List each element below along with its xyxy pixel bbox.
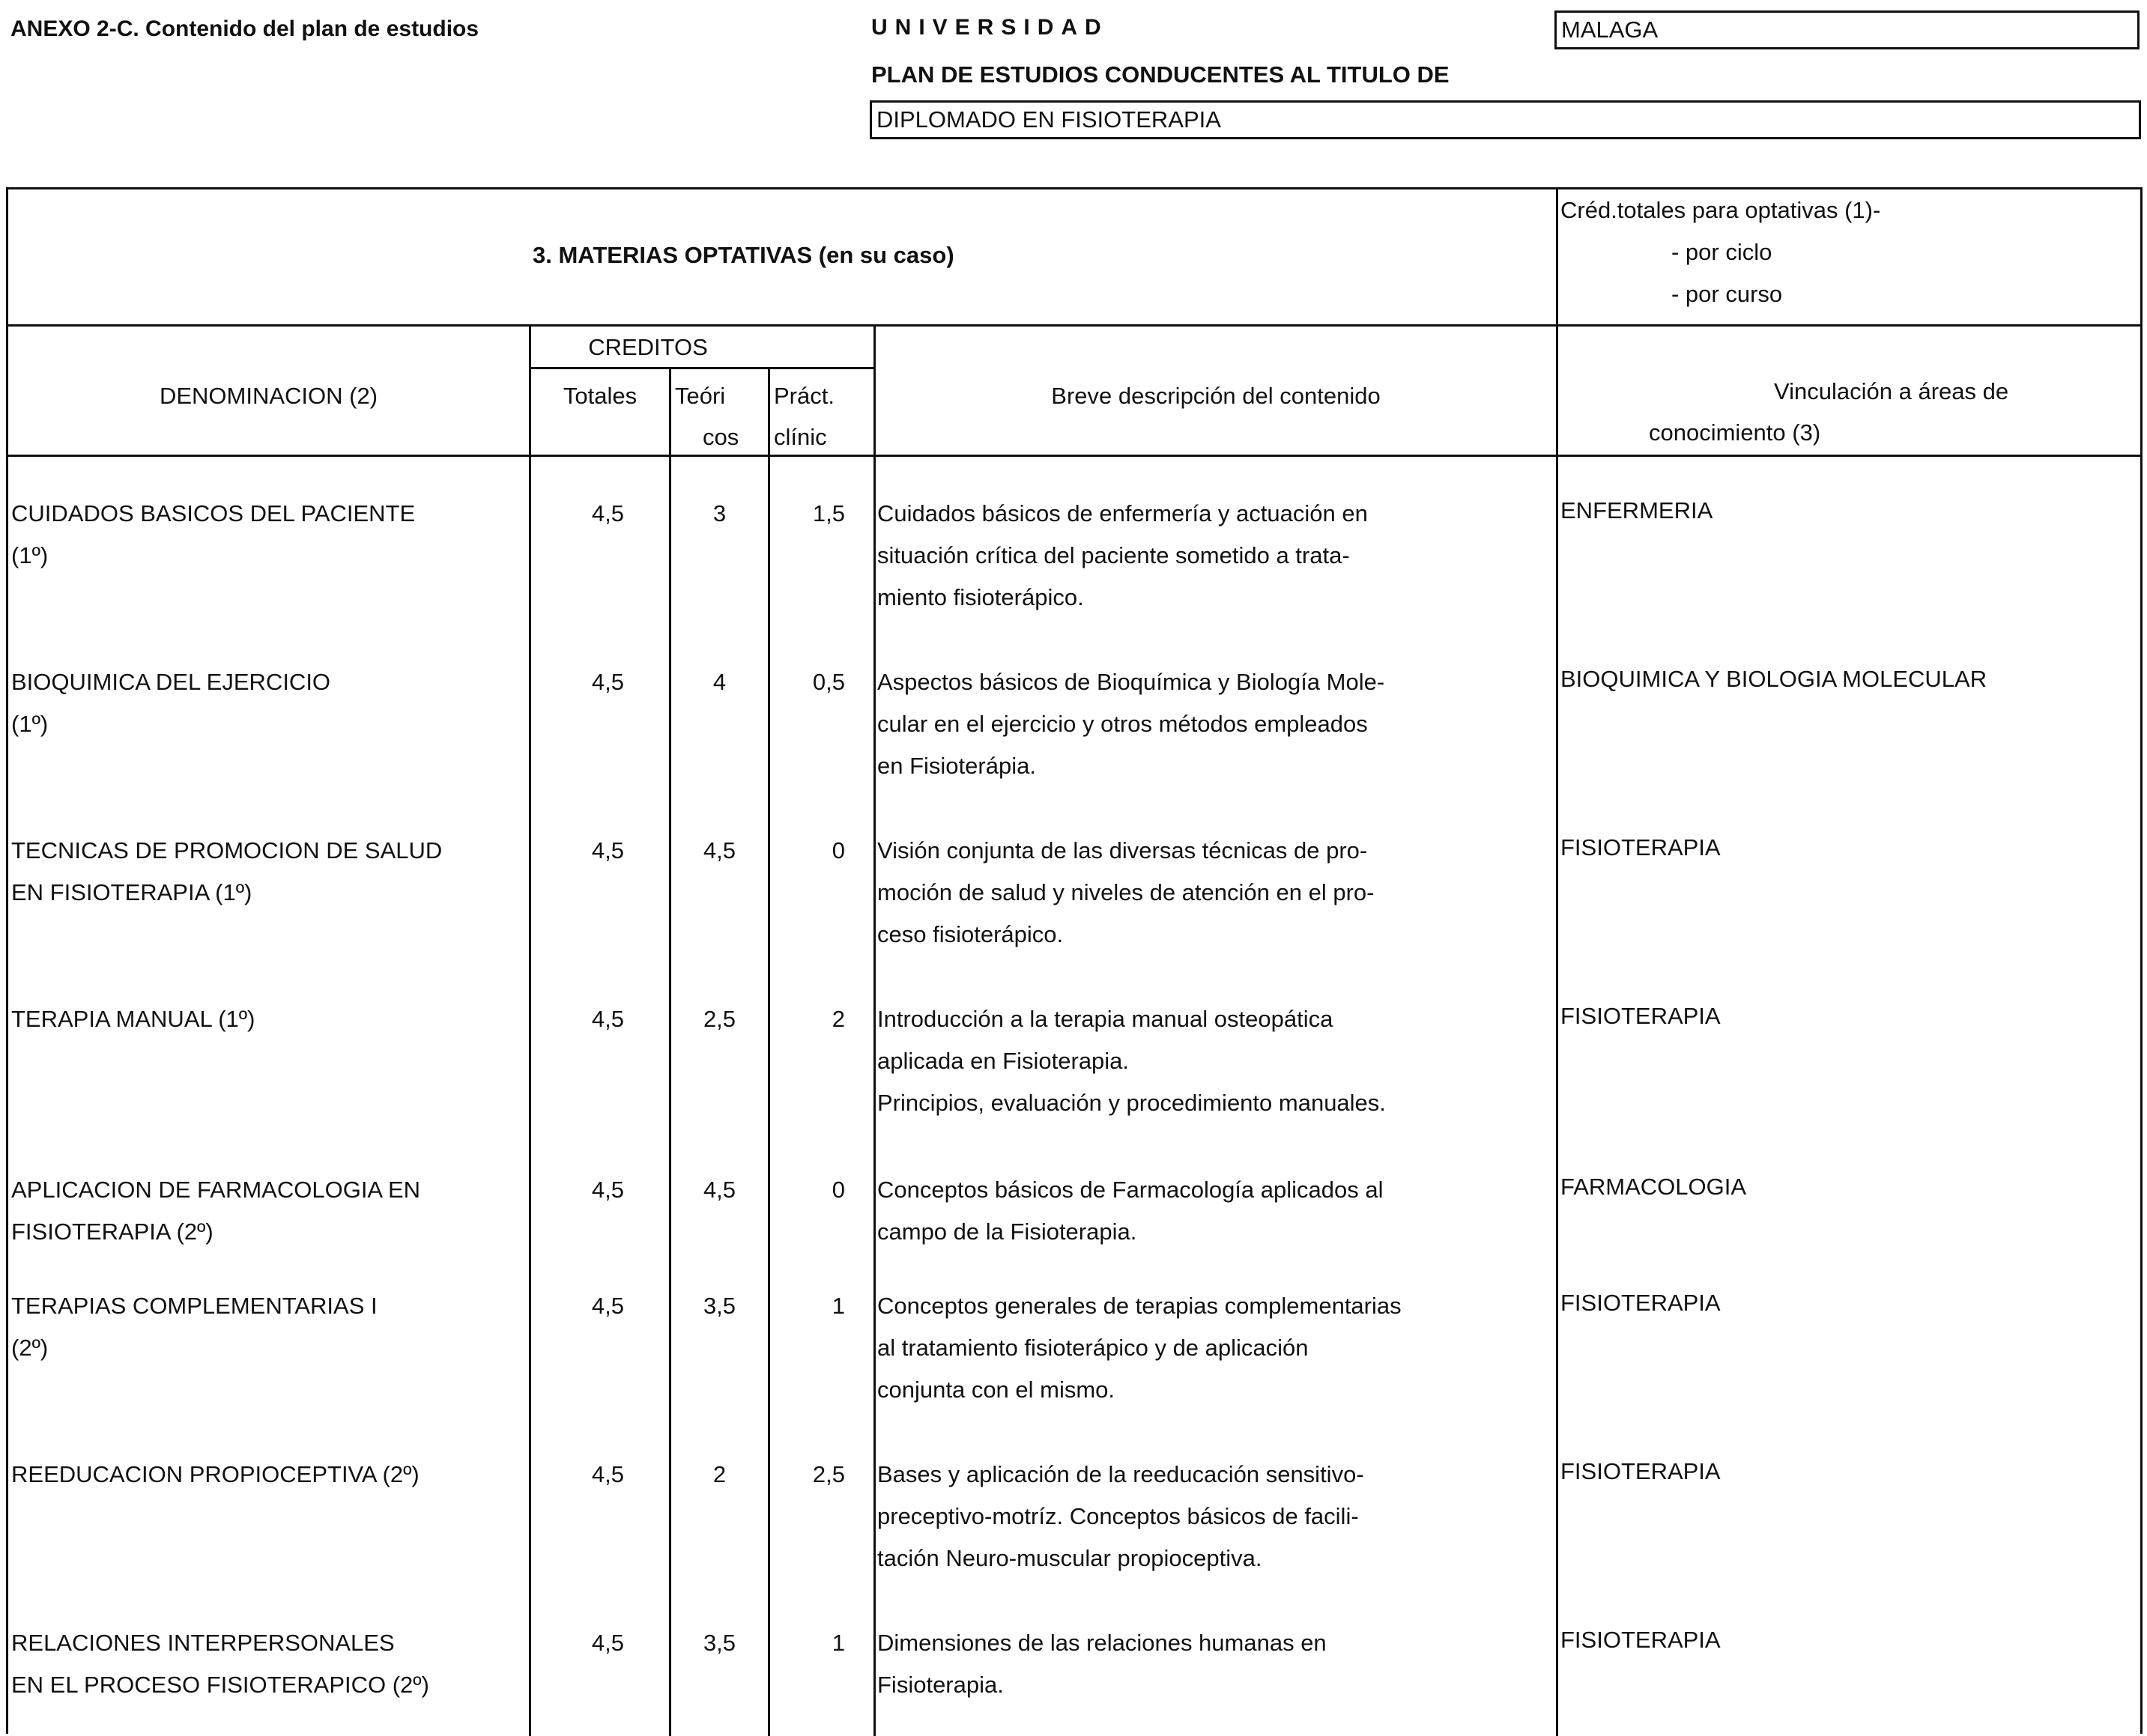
col-area-header-2: conocimiento (3) xyxy=(1649,419,1821,446)
optional-subjects-table xyxy=(6,187,2143,1734)
subject-name-line: TERAPIAS COMPLEMENTARIAS I xyxy=(11,1293,378,1319)
annex-title: ANEXO 2-C. Contenido del plan de estudios xyxy=(10,16,479,41)
subject-name-line: APLICACION DE FARMACOLOGIA EN xyxy=(11,1177,421,1203)
subject-practical-credits: 2 xyxy=(832,1006,845,1032)
subject-name-line: TECNICAS DE PROMOCION DE SALUD xyxy=(11,837,443,864)
subject-knowledge-area: FARMACOLOGIA xyxy=(1560,1174,1747,1200)
subject-description-line: Introducción a la terapia manual osteopática xyxy=(877,1006,1333,1032)
column-header-divider xyxy=(8,455,2140,457)
col-theory-header-2: cos xyxy=(703,424,739,450)
subject-name-line: REEDUCACION PROPIOCEPTIVA (2º) xyxy=(11,1461,420,1487)
col-totals-header: Totales xyxy=(563,383,638,409)
subject-theory-credits: 3 xyxy=(712,500,727,526)
subject-description-line: miento fisioterápico. xyxy=(877,584,1084,610)
col-description-header: Breve descripción del contenido xyxy=(1051,383,1381,409)
subject-practical-credits: 0 xyxy=(832,837,845,864)
subject-name-line: CUIDADOS BASICOS DEL PACIENTE xyxy=(11,500,416,526)
subject-knowledge-area: ENFERMERIA xyxy=(1560,497,1713,523)
subject-description-line: aplicada en Fisioterapia. xyxy=(877,1048,1130,1074)
subject-description-line: Fisioterapia. xyxy=(877,1672,1004,1698)
credits-per-cycle: - por ciclo xyxy=(1671,239,1772,265)
subject-description-line: Cuidados básicos de enfermería y actuación en xyxy=(877,500,1368,526)
subject-practical-credits: 1,5 xyxy=(812,500,845,526)
col-theory-header-1: Teóri xyxy=(675,383,726,409)
subject-knowledge-area: FISIOTERAPIA xyxy=(1560,834,1721,861)
subject-theory-credits: 3,5 xyxy=(703,1293,736,1319)
subject-description-line: en Fisioterápia. xyxy=(877,753,1036,779)
subject-theory-credits: 2,5 xyxy=(703,1006,736,1032)
university-name-box: MALAGA xyxy=(1554,10,2140,49)
col-name-header: DENOMINACION (2) xyxy=(159,383,378,409)
subject-name-line: TERAPIA MANUAL (1º) xyxy=(11,1006,255,1032)
subject-total-credits: 4,5 xyxy=(591,1177,624,1203)
subject-total-credits: 4,5 xyxy=(591,837,624,864)
subject-knowledge-area: FISIOTERAPIA xyxy=(1560,1003,1721,1029)
subject-total-credits: 4,5 xyxy=(591,1461,624,1487)
header-divider xyxy=(8,324,2140,327)
subject-name-line: RELACIONES INTERPERSONALES xyxy=(11,1630,395,1656)
subject-total-credits: 4,5 xyxy=(591,1006,624,1032)
subject-name-line: EN FISIOTERAPIA (1º) xyxy=(11,879,252,905)
area-column-divider xyxy=(1556,189,1558,1736)
subject-name-line: (1º) xyxy=(11,542,49,568)
subject-description-line: campo de la Fisioterapia. xyxy=(877,1218,1137,1245)
subject-total-credits: 4,5 xyxy=(591,669,624,695)
subject-theory-credits: 4,5 xyxy=(703,1177,736,1203)
subject-total-credits: 4,5 xyxy=(591,500,624,526)
subject-knowledge-area: BIOQUIMICA Y BIOLOGIA MOLECULAR xyxy=(1560,666,1987,692)
subject-practical-credits: 0 xyxy=(832,1177,845,1203)
subject-name-line: FISIOTERAPIA (2º) xyxy=(11,1218,214,1245)
subject-total-credits: 4,5 xyxy=(591,1293,624,1319)
subject-description-line: Bases y aplicación de la reeducación sensitivo- xyxy=(877,1461,1364,1487)
subject-practical-credits: 2,5 xyxy=(812,1461,845,1487)
col-area-header-1: Vinculación a áreas de xyxy=(1774,378,2009,404)
col-practical-header-1: Práct. xyxy=(774,383,835,409)
section-title: 3. MATERIAS OPTATIVAS (en su caso) xyxy=(533,242,954,268)
subject-practical-credits: 1 xyxy=(832,1630,845,1656)
subject-practical-credits: 0,5 xyxy=(812,669,845,695)
subject-description-line: Principios, evaluación y procedimiento manuales. xyxy=(877,1090,1386,1116)
subject-name-line: BIOQUIMICA DEL EJERCICIO xyxy=(11,669,331,695)
subject-description-line: preceptivo-motríz. Conceptos básicos de facili- xyxy=(877,1503,1359,1529)
subject-description-line: Conceptos generales de terapias complementarias xyxy=(877,1293,1402,1319)
subject-total-credits: 4,5 xyxy=(591,1630,624,1656)
subject-description-line: Dimensiones de las relaciones humanas en xyxy=(877,1630,1327,1656)
subject-description-line: Visión conjunta de las diversas técnicas de pro- xyxy=(877,837,1368,864)
plan-label: PLAN DE ESTUDIOS CONDUCENTES AL TITULO DE xyxy=(871,61,1450,88)
credits-totals-label: Créd.totales para optativas (1)- xyxy=(1560,197,1881,223)
subject-name-line: (1º) xyxy=(11,711,49,737)
subject-description-line: situación crítica del paciente sometido a trata- xyxy=(877,542,1350,568)
subject-description-line: ceso fisioterápico. xyxy=(877,921,1064,947)
description-column-divider xyxy=(873,324,876,1736)
subject-theory-credits: 2 xyxy=(712,1461,727,1487)
subject-description-line: tación Neuro-muscular propioceptiva. xyxy=(877,1545,1262,1571)
subject-description-line: Conceptos básicos de Farmacología aplicados al xyxy=(877,1177,1384,1203)
subject-description-line: cular en el ejercicio y otros métodos empleados xyxy=(877,711,1368,737)
subject-knowledge-area: FISIOTERAPIA xyxy=(1560,1458,1721,1484)
subject-theory-credits: 3,5 xyxy=(703,1630,736,1656)
subject-name-line: (2º) xyxy=(11,1335,49,1361)
subject-knowledge-area: FISIOTERAPIA xyxy=(1560,1290,1721,1316)
col-credits-header: CREDITOS xyxy=(588,334,708,360)
subject-theory-credits: 4 xyxy=(712,669,727,695)
credits-per-course: - por curso xyxy=(1671,281,1783,307)
subject-description-line: Aspectos básicos de Bioquímica y Biología Mole- xyxy=(877,669,1385,695)
col-practical-header-2: clínic xyxy=(774,424,827,450)
university-label: UNIVERSIDAD xyxy=(871,15,1109,40)
subject-knowledge-area: FISIOTERAPIA xyxy=(1560,1627,1721,1653)
subject-description-line: conjunta con el mismo. xyxy=(877,1377,1115,1403)
practical-column-divider xyxy=(768,367,770,1736)
theory-column-divider xyxy=(669,367,671,1736)
degree-title-box: DIPLOMADO EN FISIOTERAPIA xyxy=(870,100,2141,139)
subject-description-line: moción de salud y niveles de atención en el pro- xyxy=(877,879,1375,905)
subject-theory-credits: 4,5 xyxy=(703,837,736,864)
subject-description-line: al tratamiento fisioterápico y de aplicación xyxy=(877,1335,1309,1361)
subject-practical-credits: 1 xyxy=(832,1293,845,1319)
subject-name-line: EN EL PROCESO FISIOTERAPICO (2º) xyxy=(11,1672,429,1698)
